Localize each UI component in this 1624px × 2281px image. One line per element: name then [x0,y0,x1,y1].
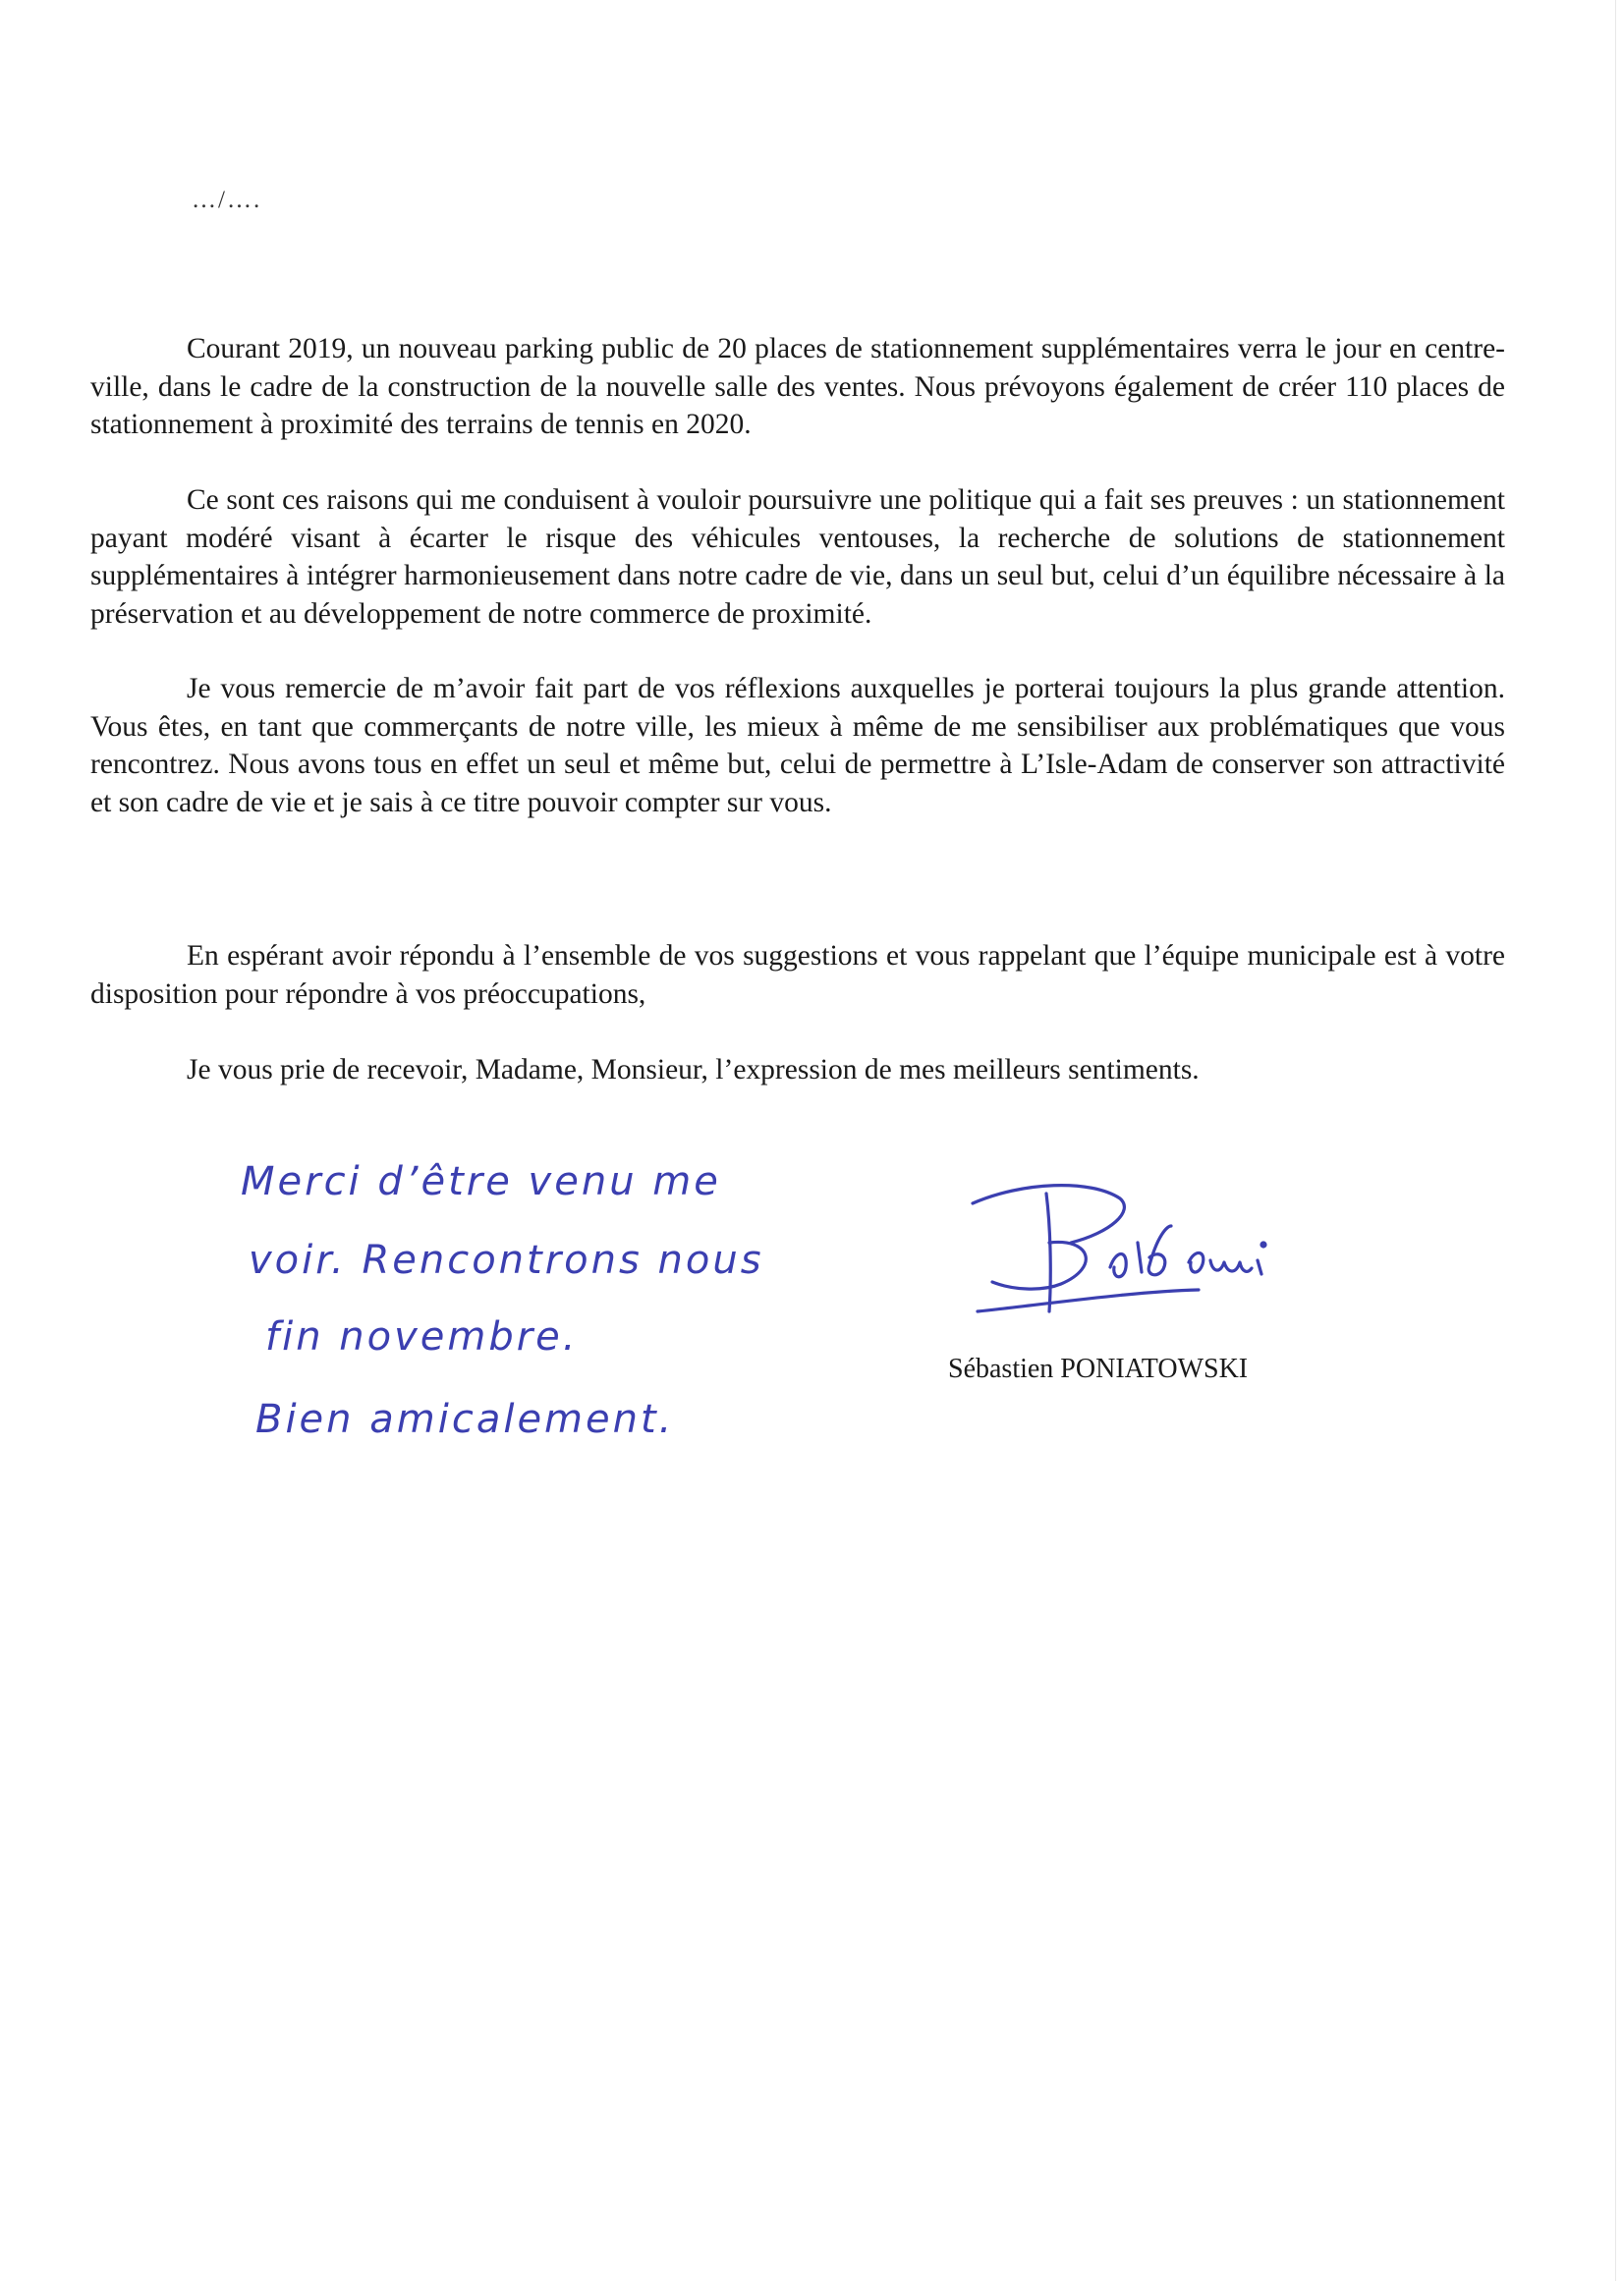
continuation-marker: …/…. [192,187,262,213]
paragraph-thanks: Je vous remercie de m’avoir fait part de vos réflexions auxquelles je porterai toujours la plus grande attention. Vous êtes, en tant que commerçants de notre ville, les mieux à même de me sensibiliser aux problématiques que vous rencontrez. Nous avons tous en effet un seul et même but, celui de permettre à L’Isle-Adam de conserver son attractivité et son cadre de vie et je sais à ce titre pouvoir compter sur vous. [90,673,1505,818]
paragraph-policy: Ce sont ces raisons qui me conduisent à vouloir poursuivre une politique qui a fait ses preuves : un stationnement payant modéré visant à écarter le risque des véhicules ventouses, la recherche de solutions de stationnement supplémentaires à intégrer harmonieusement dans notre cadre de vie, dans un seul but, celui d’un équilibre nécessaire à la préservation et au développement de notre commerce de proximité. [90,484,1505,630]
handwritten-note [231,1140,764,1513]
signatory-name: Sébastien PONIATOWSKI [948,1354,1249,1384]
paragraph-salutation: Je vous prie de recevoir, Madame, Monsieur, l’expression de mes meilleurs sentiments. [187,1054,1200,1085]
handwritten-line: Merci d’être venu me [241,1159,721,1204]
paragraph-parking: Courant 2019, un nouveau parking public de 20 places de stationnement supplémentaires verra le jour en centre-ville, dans le cadre de la construction de la nouvelle salle des ventes. Nous prévoyons également de créer 110 places de stationnement à proximité des terrains de tennis en 2020. [90,333,1505,440]
handwritten-line: Bien amicalement. [255,1397,675,1442]
scan-edge-divider [1615,0,1616,2281]
handwritten-line: fin novembre. [265,1314,579,1360]
handwritten-line: voir. Rencontrons nous [249,1238,764,1283]
signature-image [953,1174,1326,1321]
paragraph-closing-hope: En espérant avoir répondu à l’ensemble de vos suggestions et vous rappelant que l’équipe municipale est à votre disposition pour répondre à vos préoccupations, [90,940,1505,1010]
